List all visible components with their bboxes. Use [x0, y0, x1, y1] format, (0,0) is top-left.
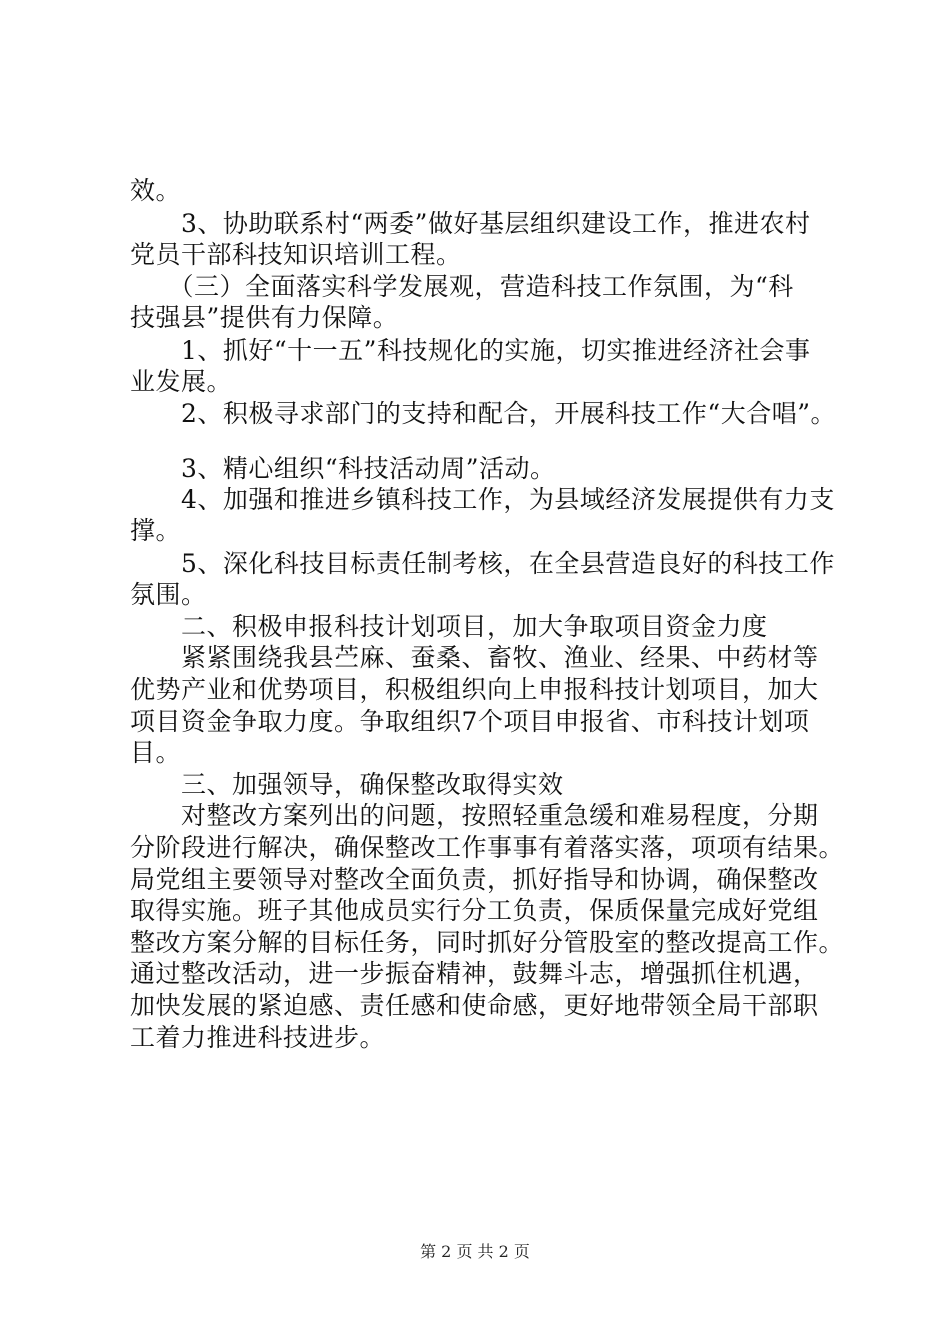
text-line: （三）全面落实科学发展观，营造科技工作氛围，为“科: [130, 272, 794, 301]
text-line: 项目资金争取力度。争取组织7个项目申报省、市科技计划项: [130, 707, 810, 736]
text-line: 撑。: [130, 516, 182, 545]
text-line: 党员干部科技知识培训工程。: [130, 240, 462, 269]
text-line: 3、精心组织“科技活动周”活动。: [130, 454, 556, 483]
text-line: 整改方案分解的目标任务，同时抓好分管股室的整改提高工作。: [130, 928, 845, 957]
text-line: 业发展。: [130, 367, 233, 396]
text-line: 二、积极申报科技计划项目，加大争取项目资金力度: [130, 612, 768, 641]
text-line: 3、协助联系村“两委”做好基层组织建设工作，推进农村: [130, 209, 811, 238]
text-line: 优势产业和优势项目，积极组织向上申报科技计划项目，加大: [130, 675, 819, 704]
text-line: 分阶段进行解决，确保整改工作事事有着落实落，项项有结果。: [130, 833, 845, 862]
text-line: 技强县”提供有力保障。: [130, 303, 399, 332]
text-line: 三、加强领导，确保整改取得实效: [130, 770, 564, 799]
text-line: 2、积极寻求部门的支持和配合，开展科技工作“大合唱”。: [130, 399, 836, 428]
text-line: 通过整改活动，进一步振奋精神，鼓舞斗志，增强抓住机遇，: [130, 959, 819, 988]
text-line: 取得实施。班子其他成员实行分工负责，保质保量完成好党组: [130, 896, 819, 925]
text-line: 5、深化科技目标责任制考核，在全县营造良好的科技工作: [130, 549, 835, 578]
text-line: 效。: [130, 176, 182, 205]
text-line: 加快发展的紧迫感、责任感和使命感，更好地带领全局干部职: [130, 991, 819, 1020]
text-line: 1、抓好“十一五”科技规化的实施，切实推进经济社会事: [130, 336, 811, 365]
text-line: 紧紧围绕我县苎麻、蚕桑、畜牧、渔业、经果、中药材等: [130, 643, 819, 672]
text-line: 局党组主要领导对整改全面负责，抓好指导和协调，确保整改: [130, 865, 819, 894]
text-line: 对整改方案列出的问题，按照轻重急缓和难易程度，分期: [130, 801, 819, 830]
page-number-footer: 第 2 页 共 2 页: [420, 1242, 530, 1261]
text-line: 氛围。: [130, 580, 207, 609]
text-line: 目。: [130, 738, 182, 767]
text-line: 4、加强和推进乡镇科技工作，为县域经济发展提供有力支: [130, 485, 835, 514]
text-line: 工着力推进科技进步。: [130, 1023, 386, 1052]
